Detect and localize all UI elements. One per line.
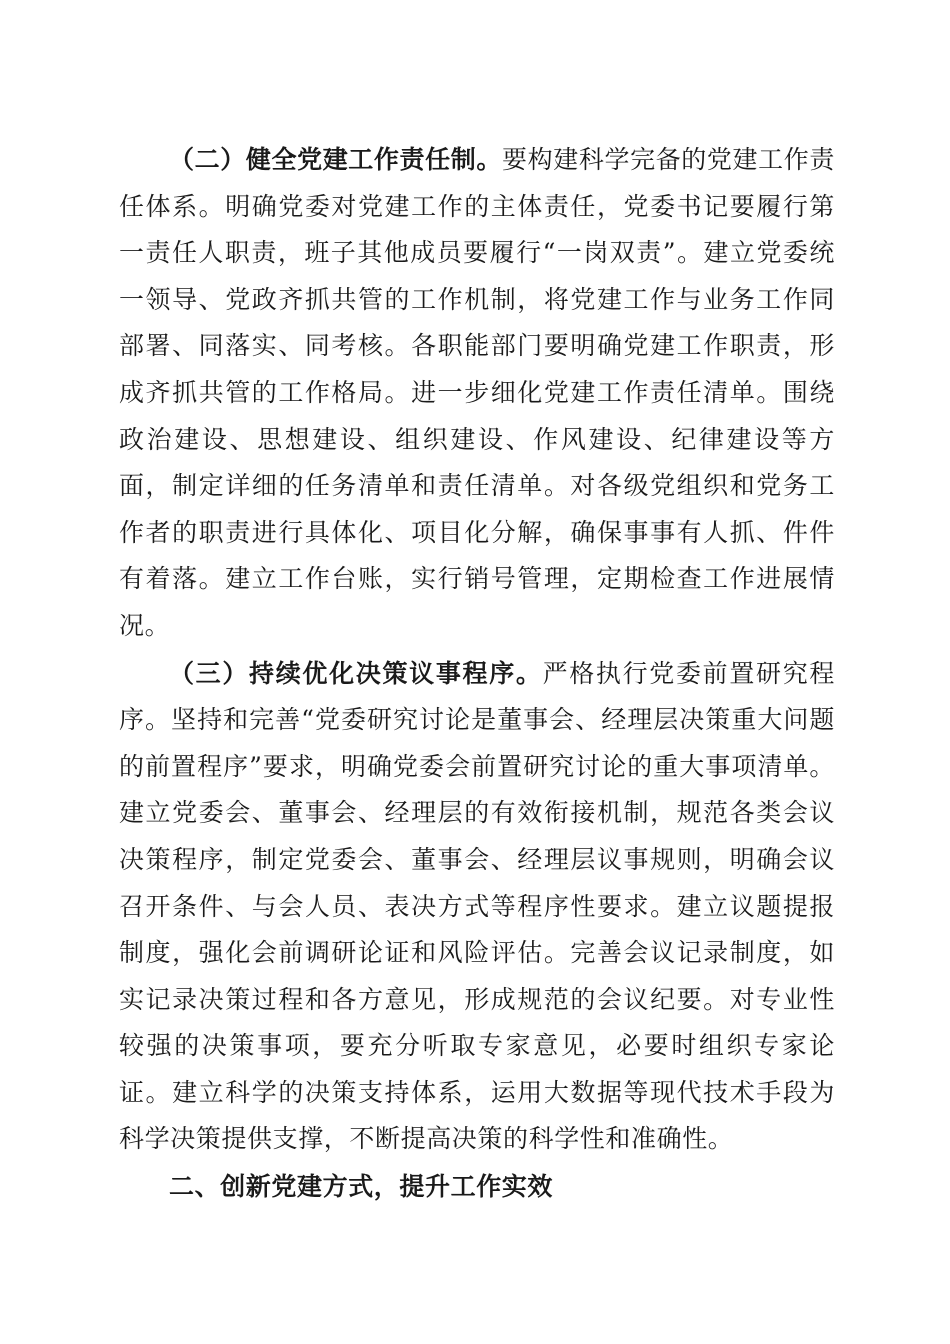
paragraph-lead: （二）健全党建工作责任制。 [169,145,502,174]
document-page [119,137,835,1211]
paragraph-body: 严格执行党委前置研究程序。坚持和完善“党委研究讨论是董事会、经理层决策重大问题的前置程序”要求，明确党委会前置研究讨论的重大事项清单。建立党委会、董事会、经理层的有效衔接机制，规范各类会议决策程序，制定党委会、董事会、经理层议事规则，明确会议召开条件、与会人员、表决方式等程序性要求。建立议题提报制度，强化会前调研论证和风险评估。完善会议记录制度，如实记录决策过程和各方意见，形成规范的会议纪要。对专业性较强的决策事项，要充分听取专家意见，必要时组织专家论证。建立科学的决策支持体系，运用大数据等现代技术手段为科学决策提供支撑，不断提高决策的科学性和准确性。 [119,658,835,1154]
paragraph-decision-procedure [119,651,835,1164]
paragraph-lead: （三）持续优化决策议事程序。 [169,658,543,688]
paragraph-responsibility-system [119,137,835,650]
paragraph-body: 要构建科学完备的党建工作责任体系。明确党委对党建工作的主体责任，党委书记要履行第一责任人职责，班子其他成员要履行“一岗双责”。建立党委统一领导、党政齐抓共管的工作机制，将党建工作与业务工作同部署、同落实、同考核。各职能部门要明确党建工作职责，形成齐抓共管的工作格局。进一步细化党建工作责任清单。围绕政治建设、思想建设、组织建设、作风建设、纪律建设等方面，制定详细的任务清单和责任清单。对各级党组织和党务工作者的职责进行具体化、项目化分解，确保事事有人抓、件件有着落。建立工作台账，实行销号管理，定期检查工作进展情况。 [119,145,835,640]
section-heading: 二、创新党建方式，提升工作实效 [169,1172,554,1202]
